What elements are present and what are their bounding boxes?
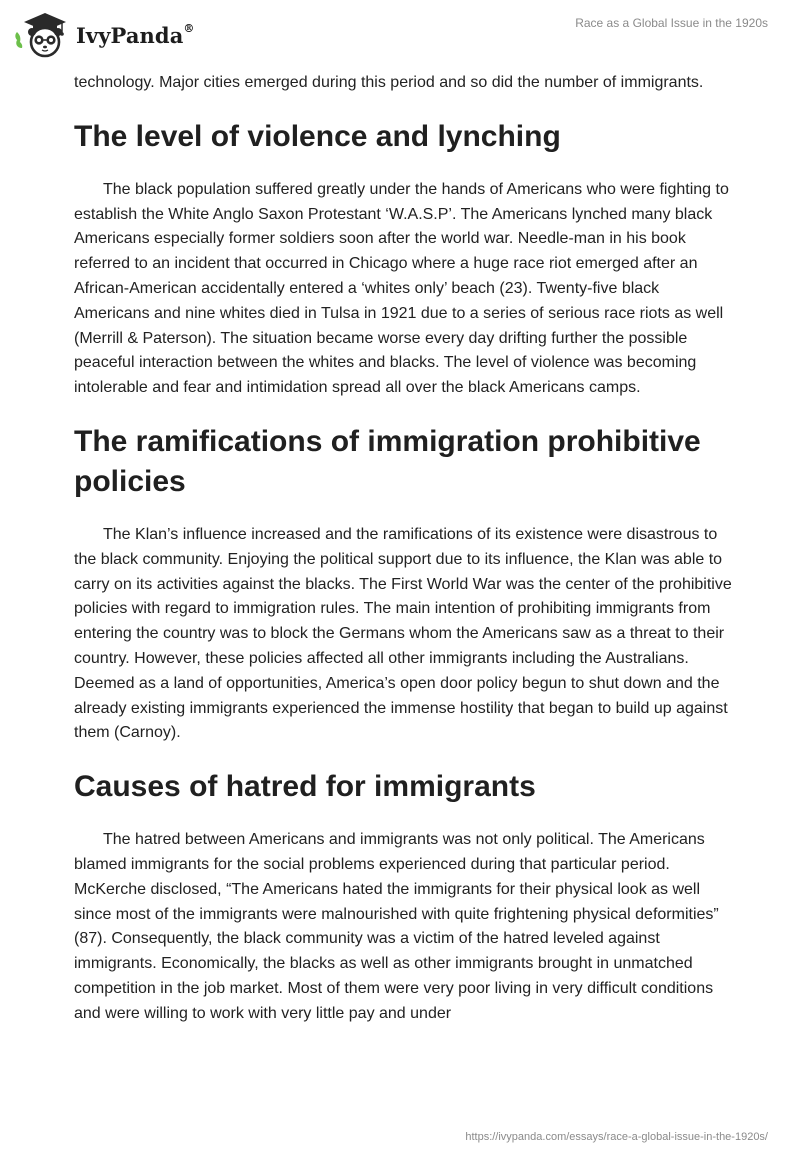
page-header xyxy=(0,0,800,70)
intro-paragraph: technology. Major cities emerged during this period and so did the number of immigrants. xyxy=(74,74,704,91)
section-heading-ramifications: The ramifications of immigration prohibitive policies xyxy=(74,424,701,498)
essay-content xyxy=(74,71,734,1027)
section-heading-hatred: Causes of hatred for immigrants xyxy=(74,770,536,804)
section-heading-violence: The level of violence and lynching xyxy=(74,119,561,153)
registered-mark: ® xyxy=(183,21,195,35)
brand-logo[interactable] xyxy=(14,8,195,60)
section-paragraph-ramifications: The Klan’s influence increased and the ramifications of its existence were disastrous to the black community. Enjoying the political support due to its influence, the Klan was able to carry on its activities against the blacks. The First World War was the center of the prohibitive policies with regard to immigration rules. The main intention of prohibiting immigrants from entering the country was to block the Germans whom the Americans saw as a threat to their country. However, these policies affected all other immigrants including the Australians. Deemed as a land of opportunities, America’s open door policy begun to shut down and the already existing immigrants experienced the immense hostility that began to build up against them (Carnoy). xyxy=(74,525,732,742)
brand-name: IvyPanda® xyxy=(76,21,195,48)
footer-url-link[interactable]: https://ivypanda.com/essays/race-a-global-issue-in-the-1920s/ xyxy=(465,1131,768,1143)
section-paragraph-hatred: The hatred between Americans and immigrants was not only political. The Americans blamed immigrants for the social problems experienced during that particular period. McKerche disclosed, “The Americans hated the immigrants for their physical look as well since most of the immigrants were malnourished with quite frightening physical deformities” (87). Consequently, the black community was a victim of the hatred leveled against immigrants. Economically, the blacks as well as other immigrants brought in unmatched competition in the job market. Most of them were very poor living in very difficult conditions and were willing to work with very little pay and under xyxy=(74,831,719,1022)
section-paragraph-violence: The black population suffered greatly under the hands of Americans who were fighting to establish the White Anglo Saxon Protestant ‘W.A.S.P’. The Americans lynched many black Americans especially former soldiers soon after the world war. Needle-man in his book referred to an incident that occurred in Chicago where a huge race riot emerged after an African-American accidentally entered a ‘whites only’ beach (23). Twenty-five black Americans and nine whites died in Tulsa in 1921 due to a series of serious race riots as well (Merrill & Paterson). The situation became worse every day drifting further the possible peaceful interaction between the whites and blacks. The level of violence was becoming intolerable and fear and intimidation spread all over the black Americans camps. xyxy=(74,180,729,397)
panda-graduate-icon xyxy=(14,8,74,60)
document-title: Race as a Global Issue in the 1920s xyxy=(575,16,768,30)
